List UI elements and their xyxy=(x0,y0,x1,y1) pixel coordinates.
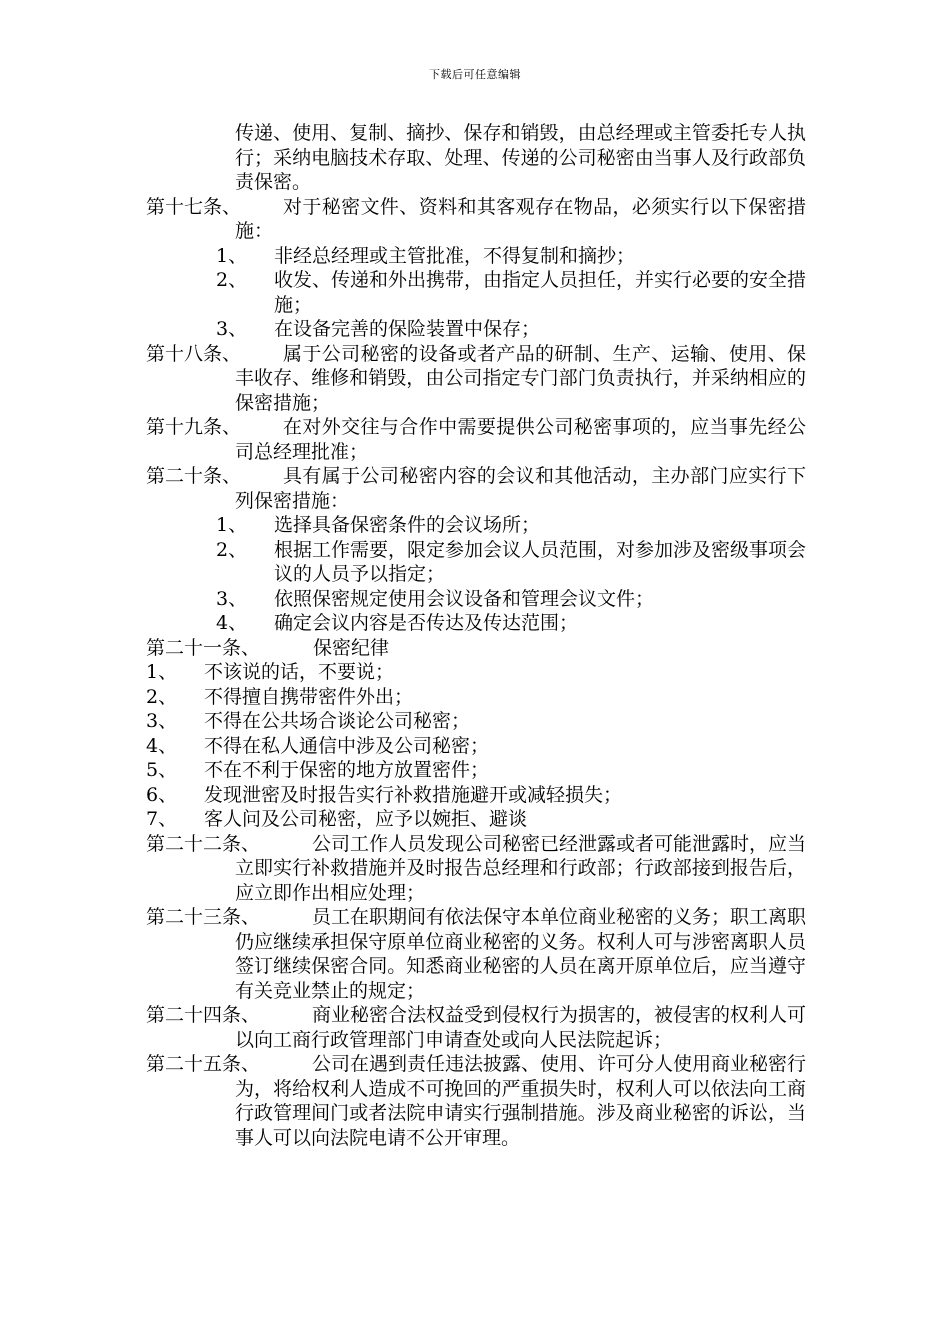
discipline-item xyxy=(0,685,806,710)
article-20-text: 具有属于公司秘密内容的会议和其他活动，主办部门应实行下列保密措施： xyxy=(235,465,806,512)
item-text: 选择具备保密条件的会议场所； xyxy=(274,514,541,536)
article-19 xyxy=(0,415,806,464)
article-25 xyxy=(0,1052,806,1150)
article-18-label: 第十八条、 xyxy=(146,342,242,365)
article-21-title: 保密纪律 xyxy=(313,636,390,659)
item-number: 6、 xyxy=(146,783,178,806)
article-20-label: 第二十条、 xyxy=(146,465,242,487)
article-20 xyxy=(0,464,806,513)
discipline-item xyxy=(0,660,806,685)
article-17-item xyxy=(0,317,806,342)
article-24-label: 第二十四条、 xyxy=(146,1004,261,1026)
item-number: 4、 xyxy=(146,734,178,757)
article-20-item xyxy=(0,538,806,587)
page-header: 下载后可任意编辑 xyxy=(429,68,521,81)
discipline-item xyxy=(0,709,806,734)
item-number: 5、 xyxy=(146,759,178,781)
article-20-item xyxy=(0,513,806,538)
item-number: 1、 xyxy=(216,244,248,267)
item-text: 收发、传递和外出携带，由指定人员担任，并实行必要的安全措施； xyxy=(274,269,807,316)
article-22-text: 公司工作人员发现公司秘密已经泄露或者可能泄露时，应当立即实行补救措施并及时报告总经理和行政部；行政部接到报告后，应立即作出相应处理； xyxy=(235,832,807,904)
item-text: 不得在公共场合谈论公司秘密； xyxy=(204,710,471,732)
item-number: 3、 xyxy=(216,318,248,340)
article-22-label: 第二十二条、 xyxy=(146,832,261,855)
item-text: 根据工作需要，限定参加会议人员范围，对参加涉及密级事项会议的人员予以指定； xyxy=(274,538,807,585)
article-19-label: 第十九条、 xyxy=(146,416,242,438)
item-text: 不该说的话，不要说； xyxy=(204,661,395,683)
item-number: 2、 xyxy=(216,538,248,561)
article-23-text: 员工在职期间有依法保守本单位商业秘密的义务；职工离职仍应继续承担保守原单位商业秘密的义务。权利人可与涉密离职人员签订继续保密合同。知悉商业秘密的人员在离开原单位后，应当遵守有关竞业禁止的规定； xyxy=(235,906,807,1002)
item-text: 非经总经理或主管批准，不得复制和摘抄； xyxy=(274,244,636,267)
article-23 xyxy=(0,905,806,1003)
item-number: 2、 xyxy=(146,685,178,708)
item-number: 7、 xyxy=(146,808,178,830)
article-25-text: 公司在遇到责任违法披露、使用、许可分人使用商业秘密行为，将给权利人造成不可挽回的严重损失时，权利人可以依法向工商行政管理间门或者法院申请实行强制措施。涉及商业秘密的诉讼，当事人可以向法院电请不公开审理。 xyxy=(235,1053,807,1149)
article-24 xyxy=(0,1003,806,1052)
article-25-label: 第二十五条、 xyxy=(146,1053,261,1075)
item-number: 1、 xyxy=(146,661,178,683)
article-22 xyxy=(0,832,806,906)
article-24-text: 商业秘密合法权益受到侵权行为损害的，被侵害的权利人可以向工商行政管理部门申请查处或向人民法院起诉； xyxy=(235,1004,807,1051)
item-text: 发现泄密及时报告实行补救措施避开或减轻损失； xyxy=(204,783,623,806)
item-text: 在设备完善的保险装置中保存； xyxy=(274,318,541,340)
article-20-item xyxy=(0,611,806,636)
item-text: 依照保密规定使用会议设备和管理会议文件； xyxy=(274,587,655,610)
discipline-item xyxy=(0,783,806,808)
discipline-item xyxy=(0,734,806,759)
article-21-label: 第二十一条、 xyxy=(146,636,261,659)
article-21 xyxy=(0,636,950,661)
article-18-text: 属于公司秘密的设备或者产品的研制、生产、运输、使用、保丰收存、维修和销毁，由公司指定专门部门负责执行，并采纳相应的保密措施； xyxy=(235,342,806,414)
item-text: 不在不利于保密的地方放置密件； xyxy=(204,759,490,781)
item-text: 客人问及公司秘密，应予以婉拒、避谈 xyxy=(204,808,528,830)
article-17-item xyxy=(0,244,806,269)
article-23-label: 第二十三条、 xyxy=(146,906,261,928)
article-19-text: 在对外交往与合作中需要提供公司秘密事项的，应当事先经公司总经理批准； xyxy=(235,416,806,463)
item-text: 不得在私人通信中涉及公司秘密； xyxy=(204,734,490,757)
item-number: 2、 xyxy=(216,269,248,291)
item-text: 确定会议内容是否传达及传达范围； xyxy=(274,612,579,634)
article-20-item xyxy=(0,587,806,612)
item-number: 4、 xyxy=(216,612,248,634)
article-17-text: 对于秘密文件、资料和其客观存在物品，必须实行以下保密措施： xyxy=(235,195,806,242)
article-18 xyxy=(0,342,806,416)
continuation-paragraph: 传递、使用、复制、摘抄、保存和销毁，由总经理或主管委托专人执行；采纳电脑技术存取、处理、传递的公司秘密由当事人及行政部负责保密。 xyxy=(235,122,806,193)
discipline-item xyxy=(0,807,806,832)
article-17-label: 第十七条、 xyxy=(146,195,242,218)
item-number: 1、 xyxy=(216,514,248,536)
discipline-item xyxy=(0,758,806,783)
item-number: 3、 xyxy=(146,710,178,732)
item-text: 不得擅自携带密件外出； xyxy=(204,685,414,708)
article-17 xyxy=(0,195,806,244)
article-17-item xyxy=(0,268,806,317)
document-body xyxy=(0,121,950,1150)
item-number: 3、 xyxy=(216,587,248,610)
